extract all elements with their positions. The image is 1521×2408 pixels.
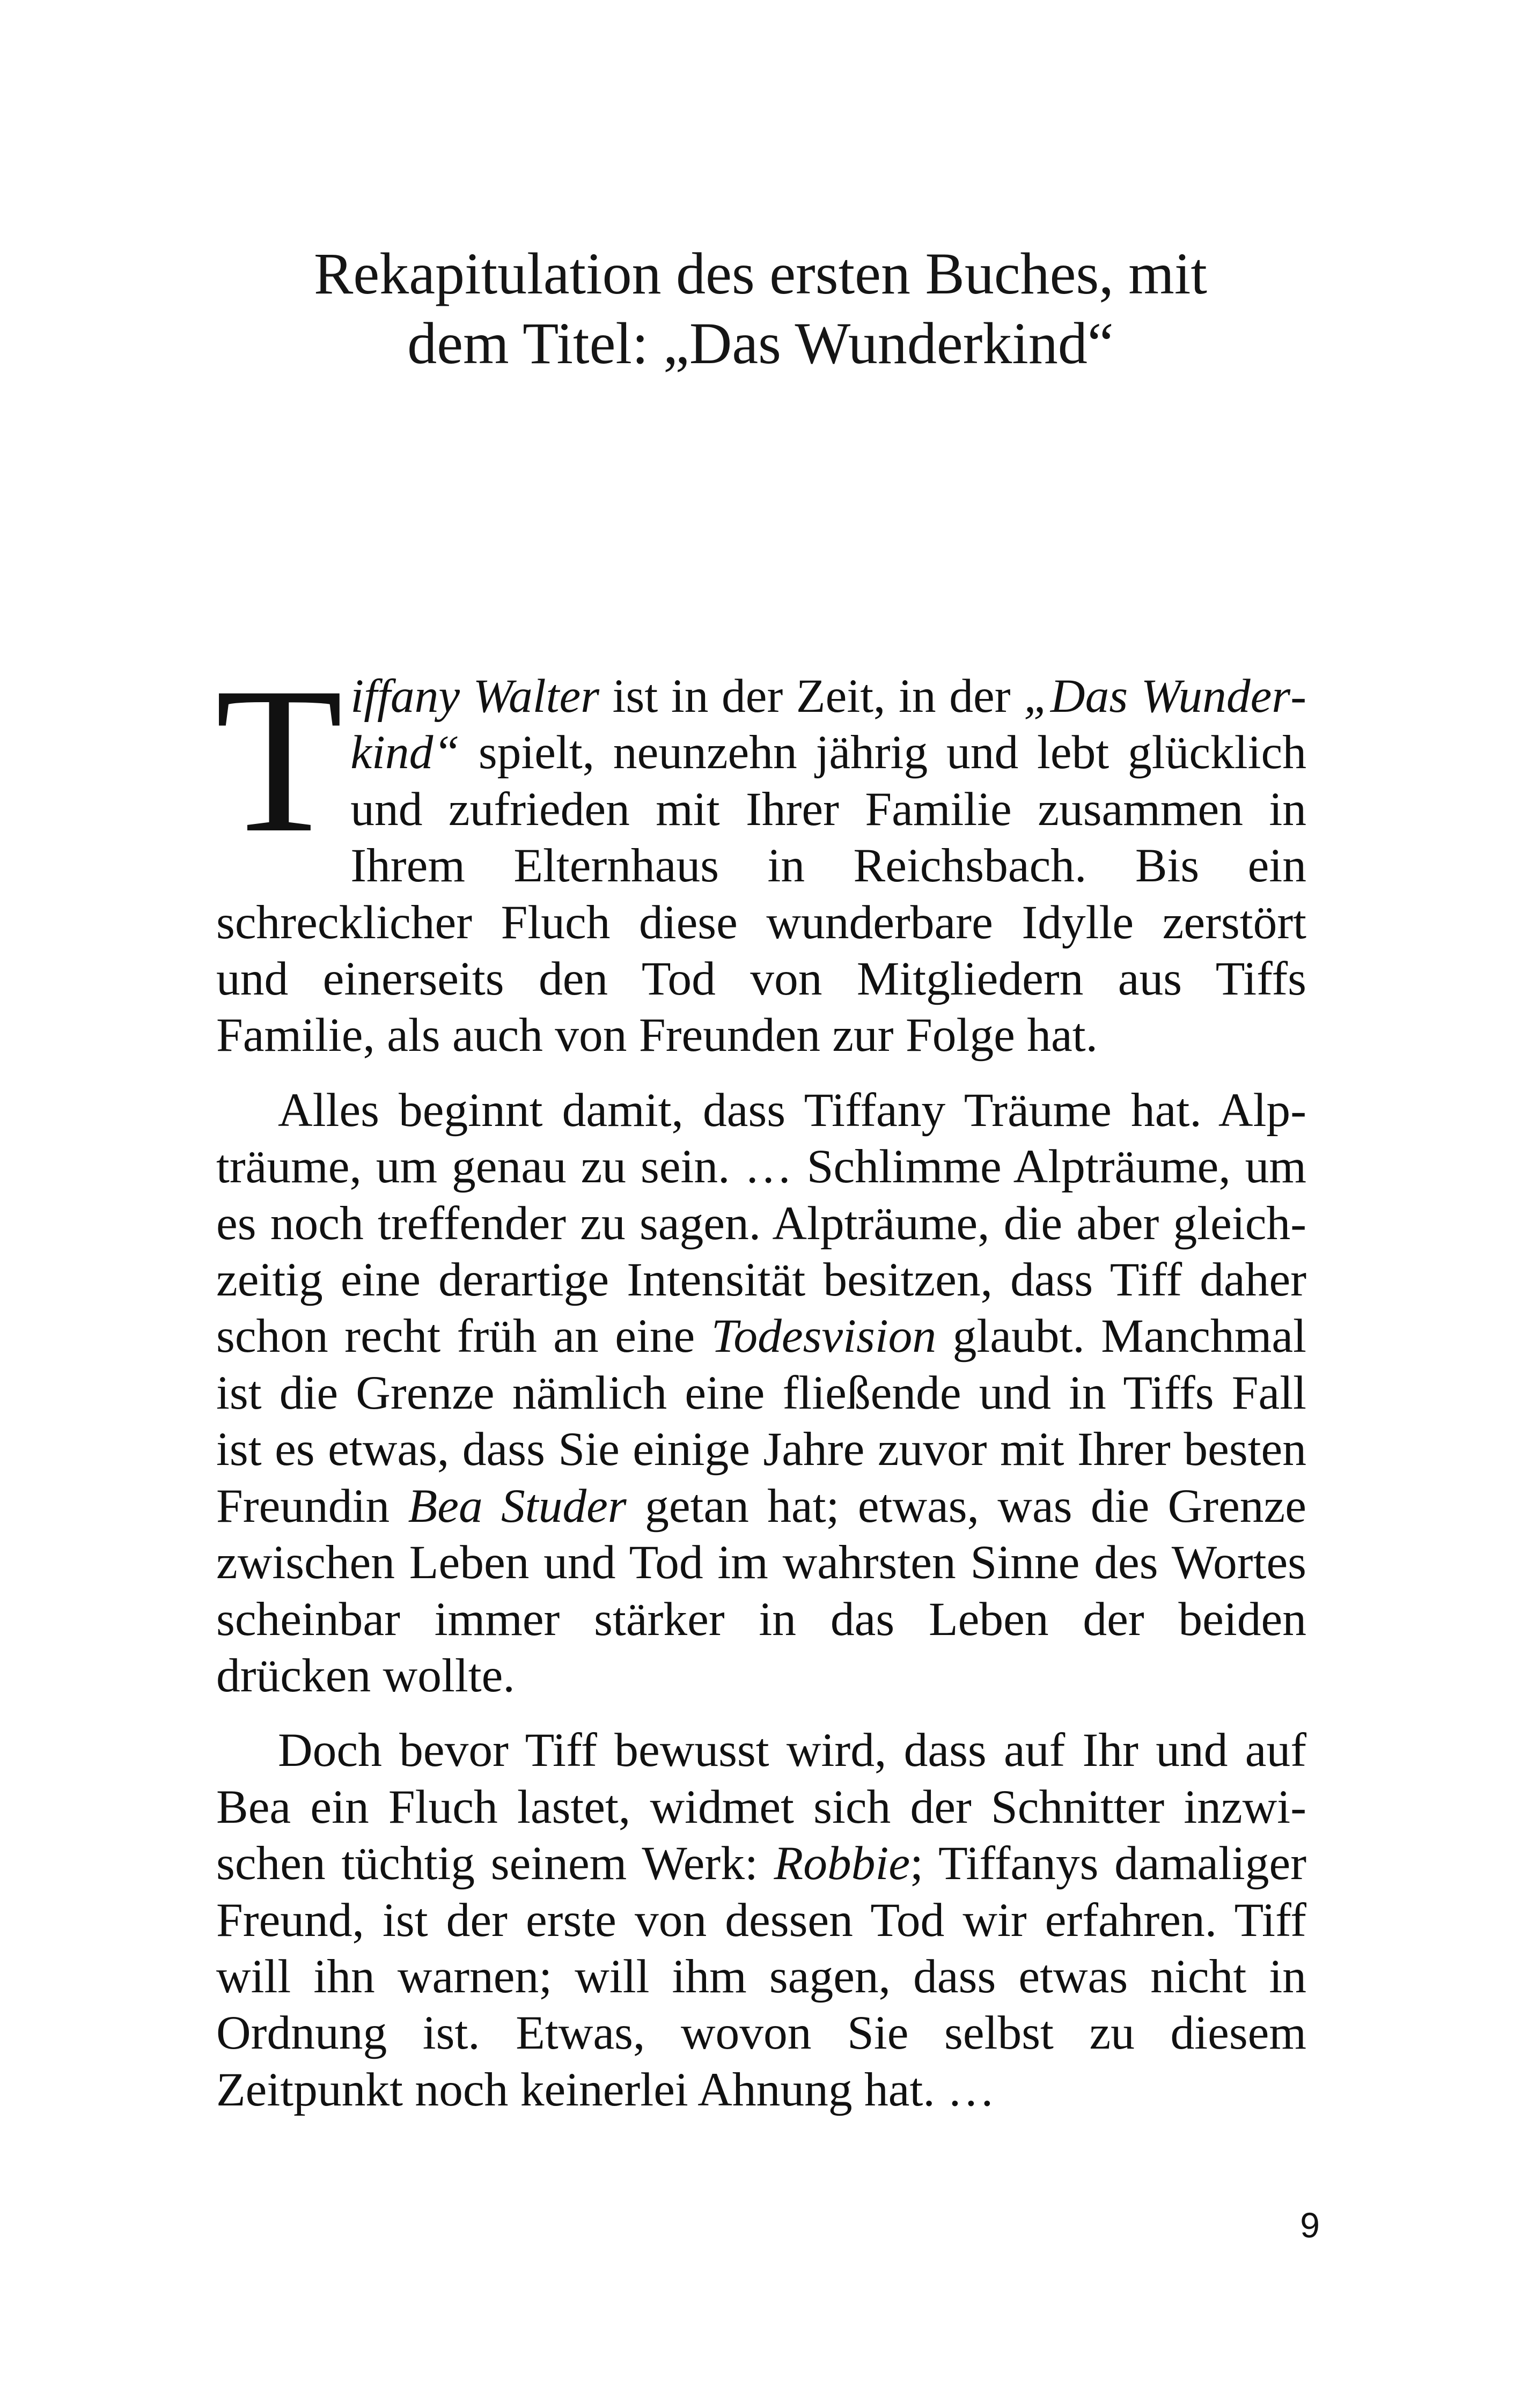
body-text: [215, 644, 1306, 2118]
paragraph-2: [216, 1082, 1306, 1704]
character-name: iffany Walter: [350, 669, 600, 723]
book-title-reference: „Das Wunderkind“: [350, 669, 1306, 779]
chapter-title: [215, 239, 1306, 378]
emphasis-bea-studer: Bea Studer: [408, 1479, 627, 1533]
page-number: 9: [1300, 2205, 1320, 2245]
paragraph-1-text-2: spielt, neunzehn jährig und lebt glücklich und zufrieden mit Ihrer Familie zusammen in Ihrem Elternhaus in Reichsbach. Bis ein schrecklicher Fluch diese wunderbare Idylle zerstört und einerseits den Tod von Mitgliedern aus Tiffs Familie, als auch von Freunden zur Folge hat.: [216, 726, 1306, 1062]
paragraph-3-text-2: ; Tiffanys damaliger Freund, ist der erste von dessen Tod wir erfahren. Tiff will ihn warnen; will ihm sagen, dass etwas nicht in Ordnung ist. Etwas, wovon Sie selbst zu diesem Zeitpunkt noch keinerlei Ahnung hat. …: [216, 1837, 1306, 2116]
chapter-title-line-2: dem Titel: „Das Wunderkind“: [407, 311, 1114, 376]
paragraph-2-text-2: glaubt. Manchmal ist die Grenze nämlich eine fließende und in Tiffs Fall ist es etwas, dass Sie einige Jahre zuvor mit Ihrer besten Freundin: [216, 1309, 1306, 1533]
paragraph-3: [216, 1722, 1306, 2118]
paragraph-3-text-1: Doch bevor Tiff bewusst wird, dass auf Ihr und auf Bea ein Fluch lastet, widmet sich der Schnitter inzwischen tüchtig seinem Werk:: [216, 1724, 1306, 1890]
paragraph-2-text-1: Alles beginnt damit, dass Tiffany Träume hat. Alpträume, um genau zu sein. … Schlimme Alpträume, um es noch treffender zu sagen. Alpträume, die aber gleichzeitig eine derartige Intensität besitzen, dass Tiff daher schon recht früh an eine: [216, 1083, 1306, 1363]
emphasis-todesvision: Todesvision: [711, 1309, 937, 1363]
paragraph-2-text-3: getan hat; etwas, was die Grenze zwischen Leben und Tod im wahrsten Sinne des Wortes scheinbar immer stärker in das Leben der beiden drücken wollte.: [216, 1479, 1306, 1702]
drop-cap: T: [215, 644, 343, 876]
paragraph-1: [215, 644, 1306, 1064]
chapter-title-line-1: Rekapitulation des ersten Buches, mit: [314, 241, 1207, 306]
paragraph-1-text-1: ist in der Zeit, in der: [599, 669, 1024, 723]
emphasis-robbie: Robbie: [774, 1837, 910, 1890]
